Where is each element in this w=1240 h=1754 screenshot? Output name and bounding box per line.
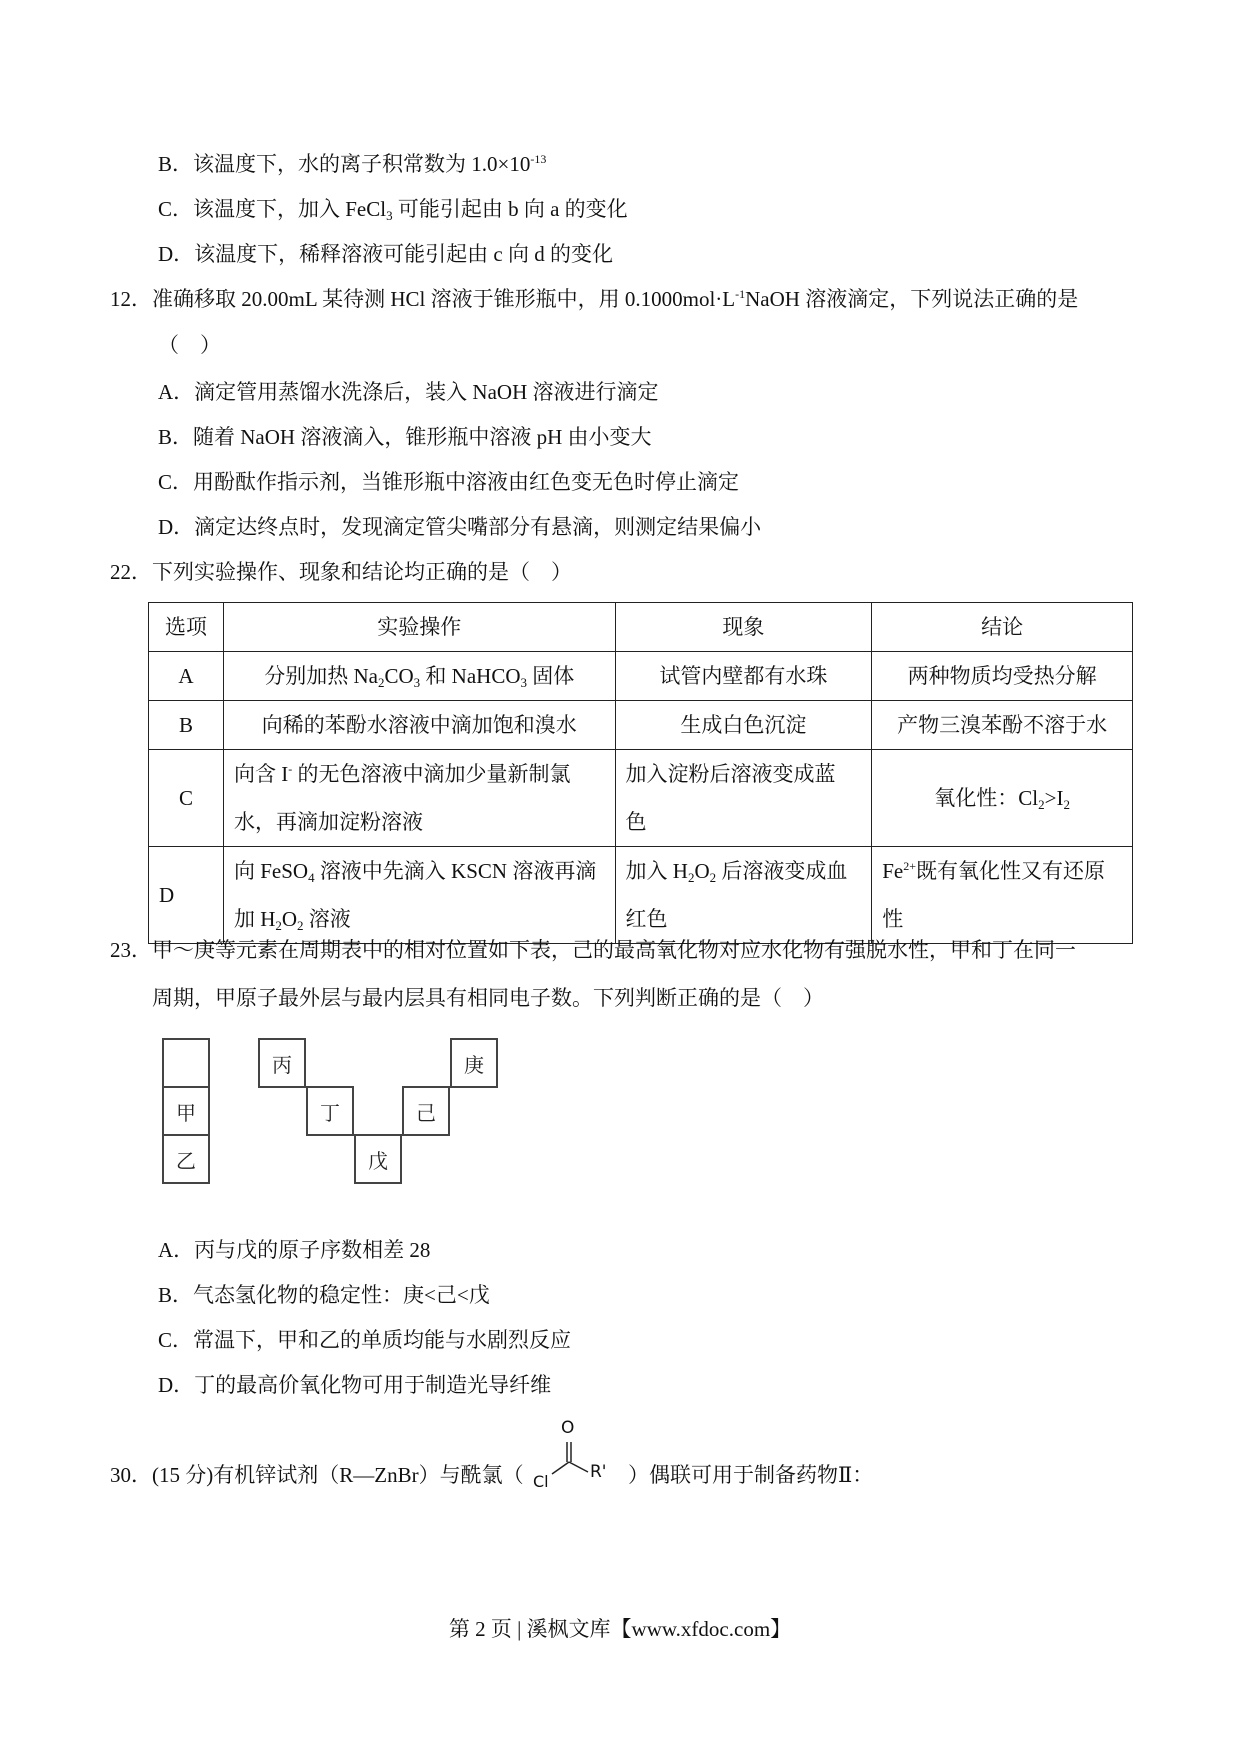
q12-option-d: D．滴定达终点时，发现滴定管尖嘴部分有悬滴，则测定结果偏小 (158, 515, 762, 539)
table-row (149, 847, 1133, 944)
phenomenon-cell: 生成白色沉淀 (615, 701, 872, 750)
q12-option-c: C．用酚酞作指示剂，当锥形瓶中溶液由红色变无色时停止滴定 (158, 470, 740, 494)
cell-bing: 丙 (258, 1038, 306, 1088)
experiment-table (148, 602, 1133, 944)
conclusion-cell: $Fe^{2+}$既有氧化性又有还原 性 (872, 847, 1133, 944)
header-phenomenon: 现象 (615, 603, 872, 652)
header-operation: 实验操作 (223, 603, 615, 652)
chlorine-label: Cl (533, 1472, 549, 1491)
table-header-row (149, 603, 1133, 652)
cell-yi: 乙 (162, 1134, 210, 1184)
q22-stem: 22．下列实验操作、现象和结论均正确的是（ ） (110, 560, 572, 584)
q12-stem: 12．准确移取 20.00mL 某待测 HCl 溶液于锥形瓶中，用 $0.1000mol\cdot L^{-1}NaOH$ 溶液滴定，下列说法正确的是 (110, 287, 1079, 311)
table-row (149, 652, 1133, 701)
q23-option-b: B．气态氢化物的稳定性：庚<己<戊 (158, 1283, 490, 1307)
row-label: A (149, 652, 224, 701)
blank-cell (162, 1038, 210, 1088)
q11-option-d: D．该温度下，稀释溶液可能引起由 c 向 d 的变化 (158, 242, 613, 266)
q23-stem-line1: 23．甲～庚等元素在周期表中的相对位置如下表，己的最高氧化物对应水化物有强脱水性，甲和丁在同一 (110, 938, 1076, 962)
conclusion-cell: 两种物质均受热分解 (872, 652, 1133, 701)
operation-cell: 向含 I- 的无色溶液中滴加少量新制氯 水，再滴加淀粉溶液 (223, 750, 615, 847)
q23-option-c: C．常温下，甲和乙的单质均能与水剧烈反应 (158, 1328, 572, 1352)
operation-cell: 向 FeSO$_4$ 溶液中先滴入 KSCN 溶液再滴 加 $H_2O_2$ 溶液 (223, 847, 615, 944)
cell-wu: 戊 (354, 1134, 402, 1184)
table-row (149, 701, 1133, 750)
q23-stem-line2: 周期，甲原子最外层与最内层具有相同电子数。下列判断正确的是（ ） (152, 986, 824, 1010)
cell-geng: 庚 (450, 1038, 498, 1088)
cell-ding: 丁 (306, 1086, 354, 1136)
q30-stem-part1: 30．(15 分)有机锌试剂（R—ZnBr）与酰氯（ (110, 1463, 524, 1487)
header-option: 选项 (149, 603, 224, 652)
phenomenon-cell: 加入 $H_2O_2$ 后溶液变成血 红色 (615, 847, 872, 944)
conclusion-cell: 氧化性：$Cl_2>I_2$ (872, 750, 1133, 847)
q12-option-b: B．随着 NaOH 溶液滴入，锥形瓶中溶液 pH 由小变大 (158, 425, 652, 449)
cell-jia: 甲 (162, 1086, 210, 1136)
r-prime-label: R' (590, 1462, 607, 1482)
acyl-chloride-structure (530, 1418, 625, 1496)
table-row (149, 750, 1133, 847)
phenomenon-cell: 试管内壁都有水珠 (615, 652, 872, 701)
phenomenon-cell: 加入淀粉后溶液变成蓝 色 (615, 750, 872, 847)
page-footer: 第 2 页 | 溪枫文库【www.xfdoc.com】 (448, 1617, 792, 1641)
row-label: C (149, 750, 224, 847)
cell-ji: 己 (402, 1086, 450, 1136)
conclusion-cell: 产物三溴苯酚不溶于水 (872, 701, 1133, 750)
operation-cell: 分别加热 $Na_2CO_3$ 和 NaHCO$_3$ 固体 (223, 652, 615, 701)
header-conclusion: 结论 (872, 603, 1133, 652)
q11-option-b: B．该温度下，水的离子积常数为 $1.0\times 10^{-13}$ (158, 152, 547, 176)
q12-paren: （ ） (158, 333, 221, 357)
oxygen-label: O (561, 1418, 575, 1438)
row-label: D (149, 847, 224, 944)
q30-stem-part2: ）偶联可用于制备药物Ⅱ： (628, 1463, 874, 1487)
q12-option-a: A．滴定管用蒸馏水洗涤后，装入 NaOH 溶液进行滴定 (158, 380, 659, 404)
q23-option-a: A．丙与戊的原子序数相差 28 (158, 1238, 431, 1262)
q11-option-c: C．该温度下，加入 FeCl$_3$ 可能引起由 b 向 a 的变化 (158, 197, 628, 223)
q23-option-d: D．丁的最高价氧化物可用于制造光导纤维 (158, 1373, 552, 1397)
row-label: B (149, 701, 224, 750)
operation-cell: 向稀的苯酚水溶液中滴加饱和溴水 (223, 701, 615, 750)
